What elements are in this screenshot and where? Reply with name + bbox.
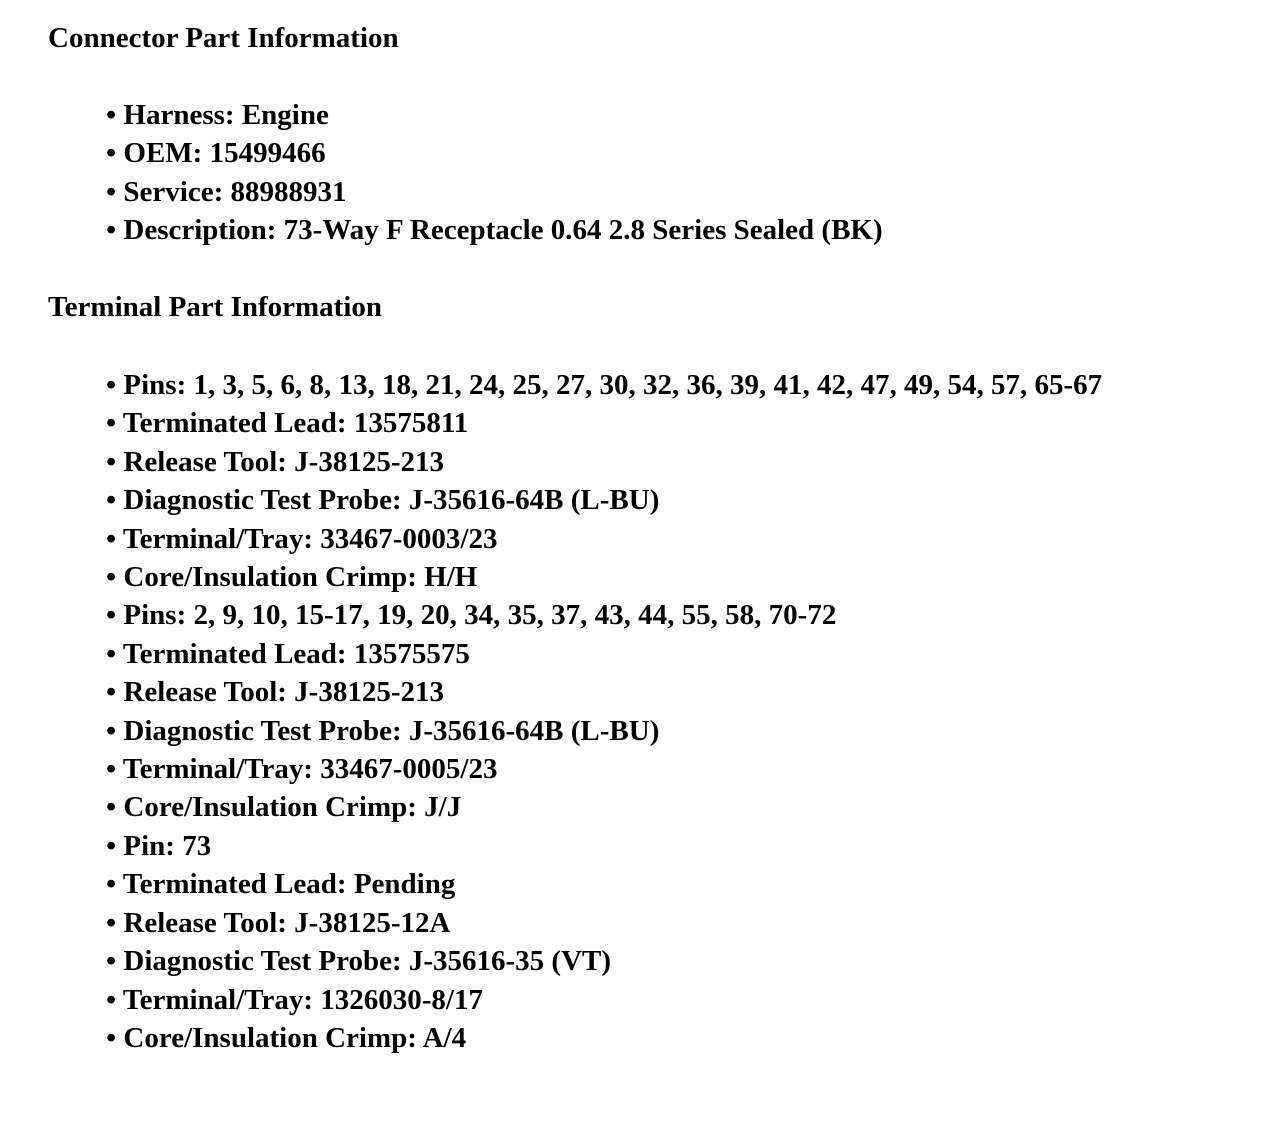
item-text: Harness: Engine [123, 99, 329, 131]
list-item [0, 481, 1264, 519]
item-text: Terminated Lead: 13575811 [122, 407, 469, 440]
bullet-icon: • [106, 522, 117, 555]
item-text: Pins: 1, 3, 5, 6, 8, 13, 18, 21, 24, 25, 27, 30, 32, 36, 39, 41, 42, 47, 49, 54, 57, 65-67 [123, 369, 1103, 401]
bullet-icon: • [106, 906, 117, 939]
item-text: Terminated Lead: Pending [122, 868, 456, 901]
list-item [0, 904, 1264, 942]
list-item [0, 865, 1264, 903]
bullet-icon: • [106, 484, 117, 517]
bullet-icon: • [106, 369, 117, 401]
item-text: OEM: 15499466 [123, 137, 326, 170]
bullet-icon: • [106, 137, 117, 170]
item-text: Diagnostic Test Probe: J-35616-35 (VT) [123, 945, 612, 978]
list-item [0, 173, 1264, 211]
bullet-icon: • [106, 599, 117, 632]
bullet-icon: • [106, 829, 117, 862]
bullet-icon: • [106, 561, 117, 594]
item-text: Release Tool: J-38125-213 [123, 676, 444, 709]
connector-section-title: Connector Part Information [48, 22, 399, 54]
item-text: Pin: 73 [123, 829, 212, 862]
list-item [0, 404, 1264, 442]
item-text: Pins: 2, 9, 10, 15-17, 19, 20, 34, 35, 37, 43, 44, 55, 58, 70-72 [123, 599, 837, 632]
list-item [0, 211, 1264, 249]
item-text: Service: 88988931 [123, 175, 347, 208]
bullet-icon: • [106, 175, 117, 208]
bullet-icon: • [106, 637, 117, 670]
terminal-info-list [0, 366, 1264, 1057]
list-item [0, 96, 1264, 134]
list-item [0, 673, 1264, 711]
list-item [0, 788, 1264, 826]
item-text: Terminal/Tray: 1326030-8/17 [122, 983, 483, 1016]
bullet-icon: • [106, 99, 117, 131]
list-item [0, 942, 1264, 980]
bullet-icon: • [106, 945, 117, 978]
list-item [0, 635, 1264, 673]
list-item [0, 750, 1264, 788]
bullet-icon: • [106, 868, 117, 901]
bullet-icon: • [106, 676, 117, 709]
item-text: Terminal/Tray: 33467-0003/23 [122, 522, 498, 555]
list-item [0, 827, 1264, 865]
item-text: Terminated Lead: 13575575 [122, 637, 470, 670]
item-text: Core/Insulation Crimp: H/H [123, 561, 478, 594]
bullet-icon: • [106, 214, 117, 247]
item-text: Diagnostic Test Probe: J-35616-64B (L-BU) [123, 484, 660, 517]
item-text: Release Tool: J-38125-12A [123, 906, 451, 939]
bullet-icon: • [106, 714, 117, 747]
bullet-icon: • [106, 983, 117, 1016]
bullet-icon: • [106, 407, 117, 440]
item-text: Terminal/Tray: 33467-0005/23 [122, 753, 498, 786]
terminal-section-title: Terminal Part Information [48, 291, 383, 323]
list-item [0, 134, 1264, 172]
list-item [0, 596, 1264, 634]
bullet-icon: • [106, 1021, 117, 1054]
list-item [0, 443, 1264, 481]
connector-info-list [0, 96, 1264, 250]
bullet-icon: • [106, 445, 117, 478]
list-item [0, 981, 1264, 1019]
bullet-icon: • [106, 791, 117, 824]
list-item [0, 558, 1264, 596]
item-text: Core/Insulation Crimp: J/J [123, 791, 462, 824]
bullet-icon: • [106, 753, 117, 786]
item-text: Diagnostic Test Probe: J-35616-64B (L-BU) [123, 714, 660, 747]
list-item [0, 712, 1264, 750]
list-item [0, 520, 1264, 558]
item-text: Core/Insulation Crimp: A/4 [123, 1021, 467, 1054]
item-text: Description: 73-Way F Receptacle 0.64 2.8 Series Sealed (BK) [123, 214, 883, 247]
list-item [0, 366, 1264, 404]
item-text: Release Tool: J-38125-213 [123, 445, 444, 478]
list-item [0, 1019, 1264, 1057]
